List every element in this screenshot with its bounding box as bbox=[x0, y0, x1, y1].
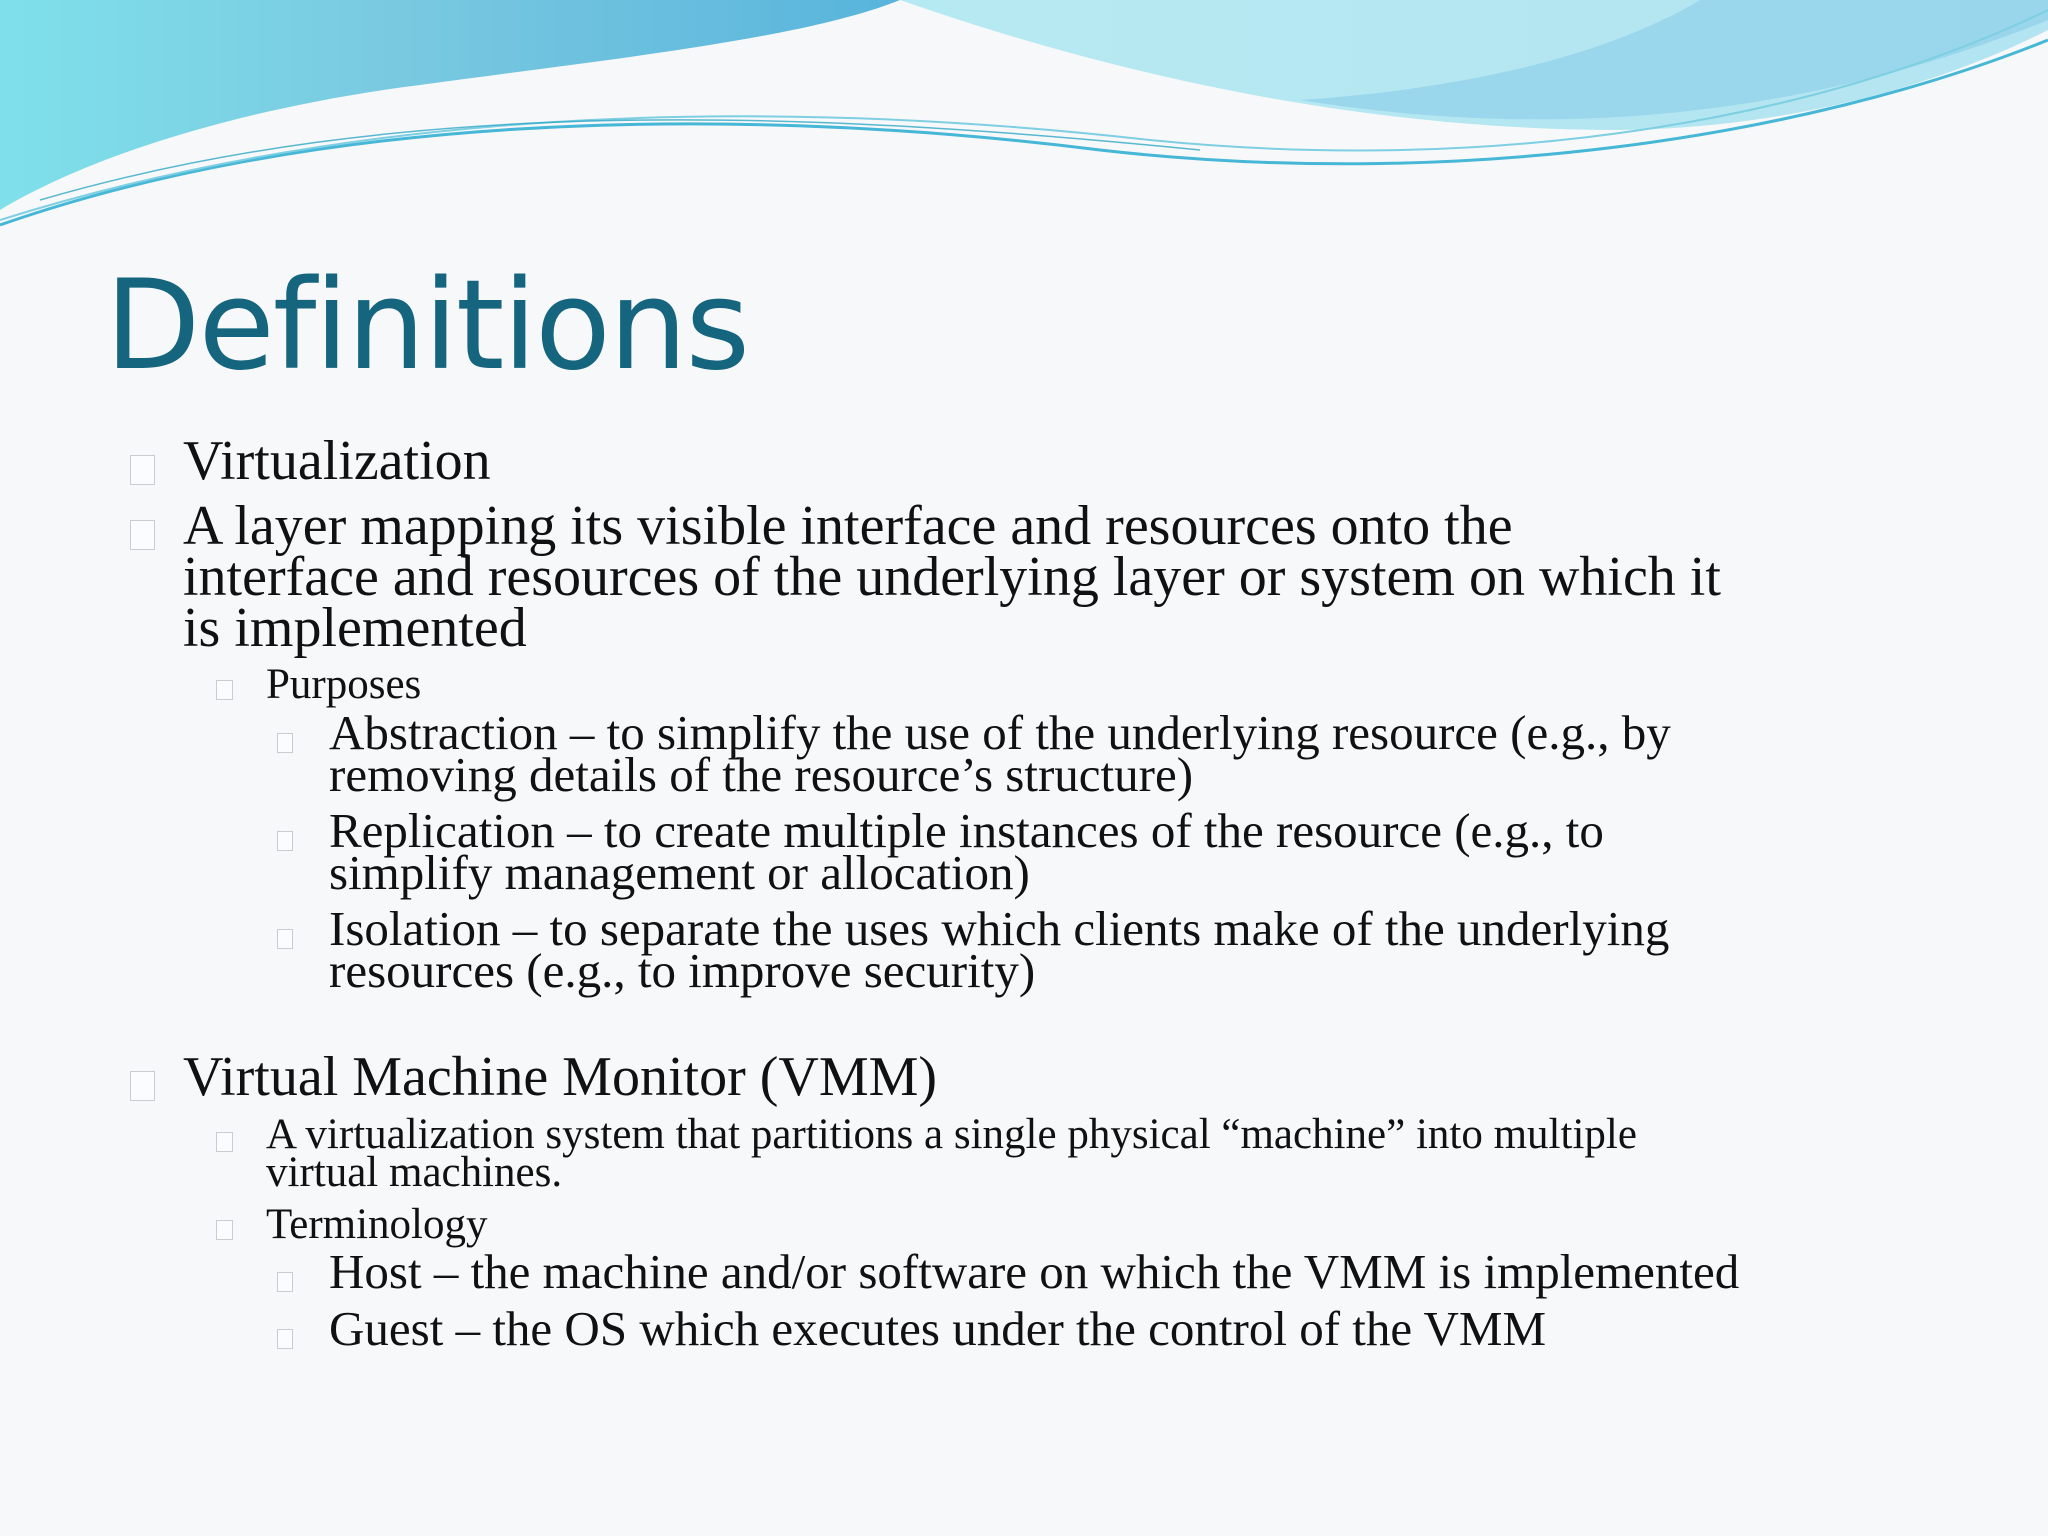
list-item-text: Host – the machine and/or software on which the VMM is implemented bbox=[329, 1244, 1740, 1299]
list-item-text: Guest – the OS which executes under the control of the VMM bbox=[329, 1301, 1547, 1356]
bullet-box-icon bbox=[216, 1220, 233, 1240]
list-item-text: Terminology bbox=[266, 1201, 488, 1248]
bullet-box-icon bbox=[277, 1329, 293, 1349]
bullet-box-icon bbox=[277, 1272, 293, 1292]
decorative-wave-header bbox=[0, 0, 2048, 240]
list-item-text: Virtualization bbox=[183, 430, 491, 492]
bullet-box-icon bbox=[130, 520, 155, 550]
list-item-text: Purposes bbox=[266, 661, 422, 708]
bullet-box-icon bbox=[277, 831, 293, 851]
list-item-text: Abstraction – to simplify the use of the underlying resource (e.g., by removing details of the resource’s structure) bbox=[329, 705, 1671, 802]
list-item-text: Isolation – to separate the uses which clients make of the underlying resources (e.g., to improve security) bbox=[329, 901, 1670, 998]
list-item-text: Virtual Machine Monitor (VMM) bbox=[183, 1046, 938, 1108]
list-item-text: A virtualization system that partitions a single physical “machine” into multiple virtual machines. bbox=[266, 1111, 1637, 1196]
bullet-box-icon bbox=[130, 1071, 155, 1101]
slide-title: Definitions bbox=[105, 254, 749, 398]
bullet-box-icon bbox=[130, 455, 155, 485]
bullet-box-icon bbox=[216, 680, 233, 700]
bullet-box-icon bbox=[277, 929, 293, 949]
list-item-text: A layer mapping its visible interface and resources onto the interface and resources of the underlying layer or system on which it is implemented bbox=[183, 495, 1721, 659]
bullet-box-icon bbox=[216, 1132, 233, 1152]
bullet-box-icon bbox=[277, 733, 293, 753]
list-item-text: Replication – to create multiple instances of the resource (e.g., to simplify management or allocation) bbox=[329, 803, 1604, 900]
